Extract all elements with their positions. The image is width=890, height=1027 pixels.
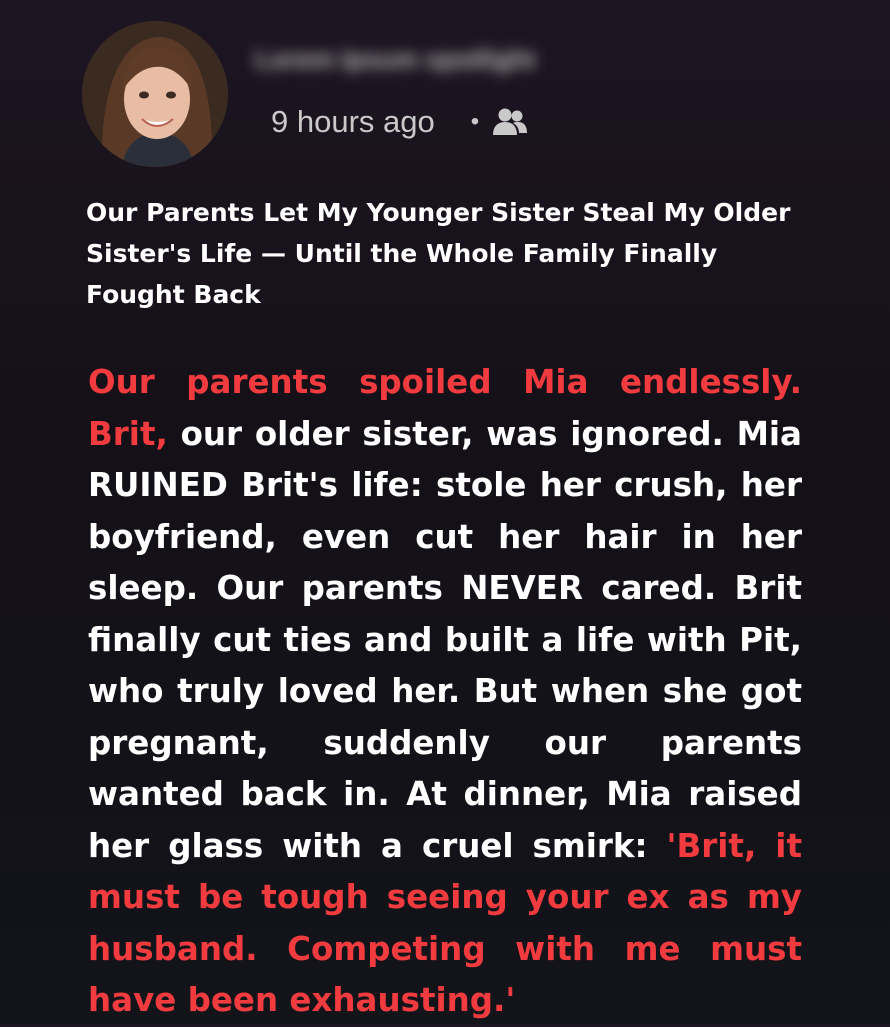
friends-icon[interactable] [491,106,529,138]
avatar-photo [82,21,228,167]
meta-separator: • [470,108,480,135]
post-timestamp[interactable]: 9 hours ago [271,104,435,139]
author-avatar[interactable] [82,21,228,167]
post-body [88,357,802,1027]
body-intro-highlight: Our parents spoiled Mia endlessly. Brit, [88,363,802,453]
post-meta [271,100,529,144]
body-main-text: our older sister, was ignored. Mia RUINED Brit's life: stole her crush, her boyfriend, even cut her hair in her sleep. Our parents NEVER cared. Brit finally cut ties and built a life with Pit, who truly loved her. But when she got pregnant, suddenly our parents wanted back in. At dinner, Mia raised her glass with a cruel smirk: [88,414,802,865]
body-quote-highlight: 'Brit, it must be tough seeing your ex as my husband. Competing with me must have been exhausting.' [88,826,802,1019]
author-name[interactable]: Lorem Ipsum spotlight [255,44,536,74]
post-title: Our Parents Let My Younger Sister Steal My Older Sister's Life — Until the Whole Family Finally Fought Back [86,198,791,309]
